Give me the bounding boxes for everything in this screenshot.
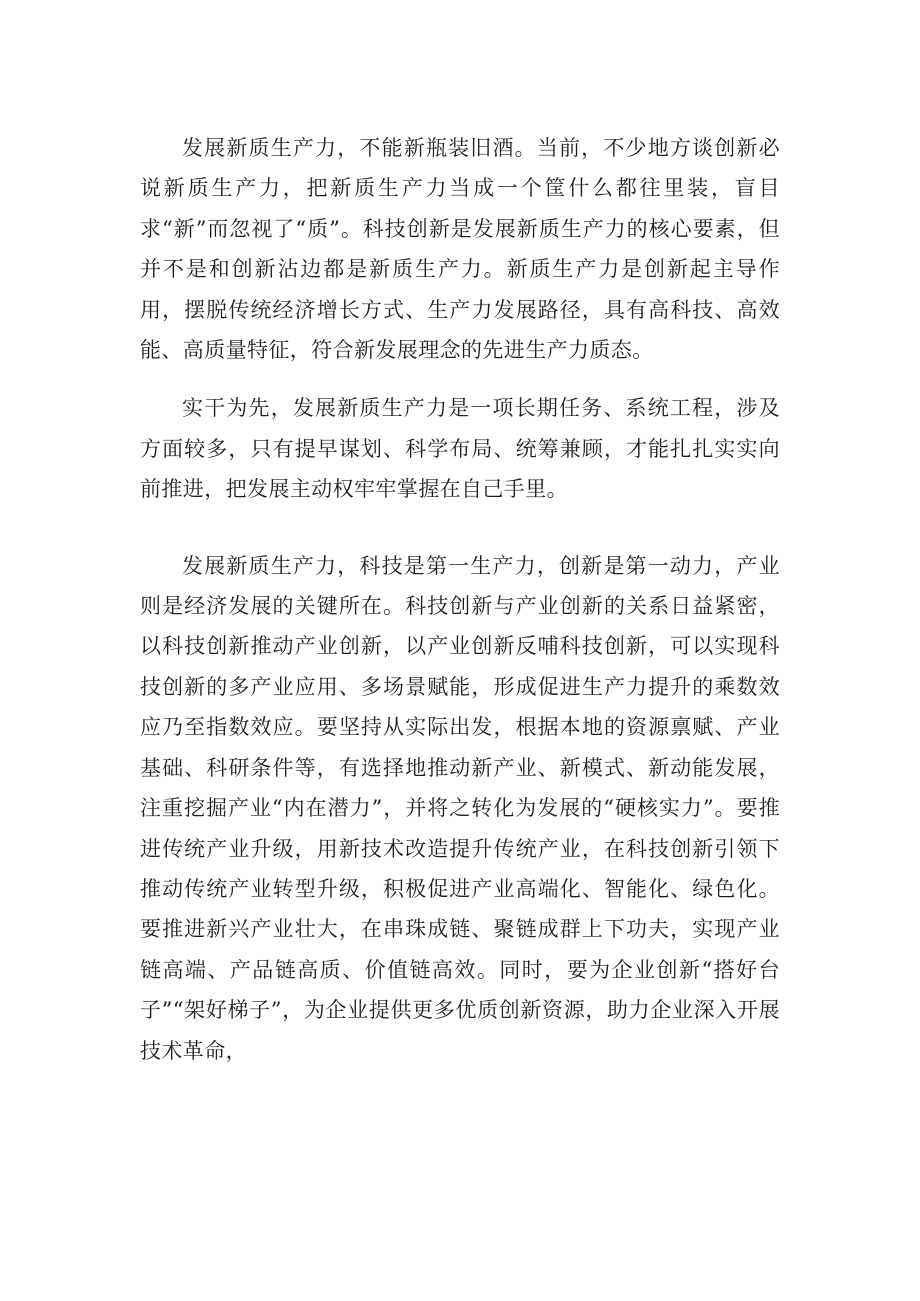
- paragraph-3: 发展新质生产力，科技是第一生产力，创新是第一动力，产业则是经济发展的关键所在。科技创新与产业创新的关系日益紧密，以科技创新推动产业创新，以产业创新反哺科技创新，可以实现科技创新的多产业应用、多场景赋能，形成促进生产力提升的乘数效应乃至指数效应。要坚持从实际出发，根据本地的资源禀赋、产业基础、科研条件等，有选择地推动新产业、新模式、新动能发展，注重挖掘产业“内在潜力”，并将之转化为发展的“硬核实力”。要推进传统产业升级，用新技术改造提升传统产业，在科技创新引领下推动传统产业转型升级，积极促进产业高端化、智能化、绿色化。要推进新兴产业壮大，在串珠成链、聚链成群上下功夫，实现产业链高端、产品链高质、价值链高效。同时，要为企业创新“搭好台子”“架好梯子”，为企业提供更多优质创新资源，助力企业深入开展技术革命，: [140, 553, 780, 1063]
- paragraph-1: 发展新质生产力，不能新瓶装旧酒。当前，不少地方谈创新必说新质生产力，把新质生产力当成一个筐什么都往里装，盲目求“新”而忽视了“质”。科技创新是发展新质生产力的核心要素，但并不是和创新沾边都是新质生产力。新质生产力是创新起主导作用，摆脱传统经济增长方式、生产力发展路径，具有高科技、高效能、高质量特征，符合新发展理念的先进生产力质态。: [140, 136, 780, 363]
- paragraph-2: 实干为先，发展新质生产力是一项长期任务、系统工程，涉及方面较多，只有提早谋划、科学布局、统筹兼顾，才能扎扎实实向前推进，把发展主动权牢牢掌握在自己手里。: [140, 396, 780, 502]
- document-body: [140, 128, 780, 1071]
